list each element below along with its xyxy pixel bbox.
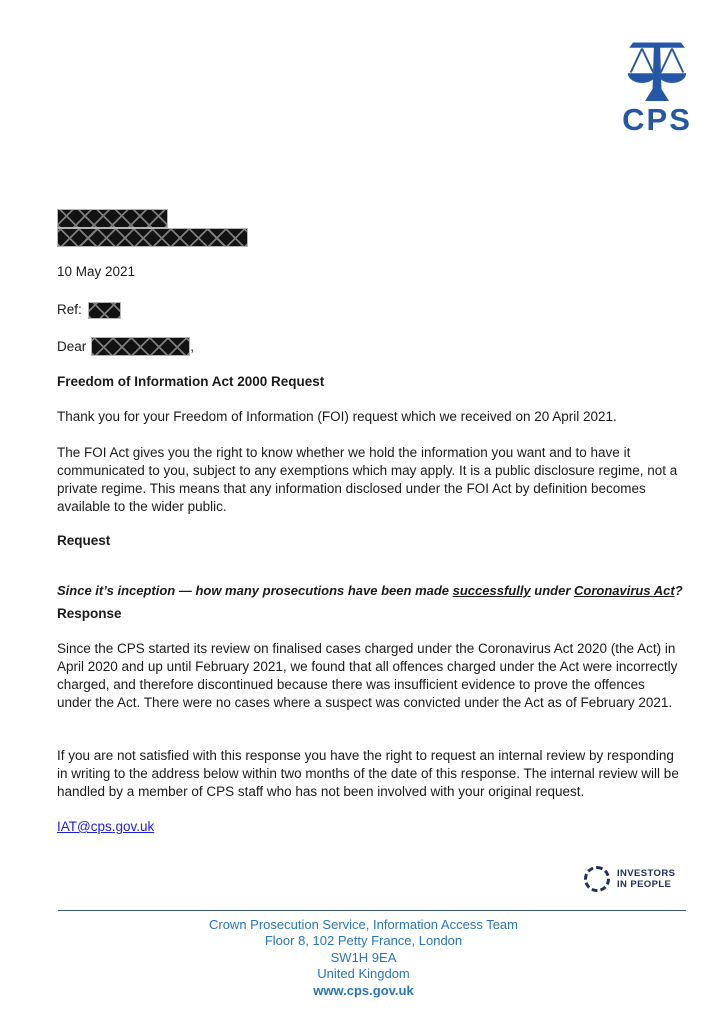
request-question [57,582,683,600]
question-text-3: ? [674,583,683,598]
laurel-wreath-icon [584,866,610,892]
investors-in-people-logo [584,866,675,892]
paragraph-response: Since the CPS started its review on finalised cases charged under the Coronavirus Act 2020 (the Act) in April 2020 and up until February 2021, we found that all offences charged under the Act were incorrectly charged, and therefore discontinued because there was insufficient evidence to prove the offences under the Act. There were no cases where a suspect was convicted under the Act as of February 2021. [57,641,678,710]
salutation-label: Dear [57,338,87,354]
footer-address-block [0,917,727,999]
question-underlined-coronavirus-act: Coronavirus Act [574,583,675,598]
footer-country-line: United Kingdom [317,966,410,982]
paragraph-internal-review: If you are not satisfied with this response you have the right to request an internal review by responding in writing to the address below within two months of the date of this response. The internal review will be handled by a member of CPS staff who has not been involved with your original request. [57,748,679,799]
request-heading: Request [57,533,111,548]
redacted-address-line-2 [57,228,248,247]
scales-of-justice-icon [619,38,695,104]
footer-org-line: Crown Prosecution Service, Information Access Team [208,917,518,932]
question-text-2: under [530,583,575,598]
salutation-row [57,337,194,356]
response-heading: Response [57,606,122,621]
investors-in-people-text [617,868,675,890]
paragraph-foi-explanation: The FOI Act gives you the right to know whether we hold the information you want and to have it communicated to you, subject to any exemptions which may apply. It is a public disclosure regime, not a private regime. This means that any information disclosed under the FOI Act by definition becomes available to the wider public. [57,445,678,514]
footer-website-link[interactable]: www.cps.gov.uk [313,982,414,998]
reference-label: Ref: [57,302,82,317]
reference-row [57,301,121,319]
footer-divider [58,910,686,911]
cps-wordmark: CPS [622,102,692,137]
subject-heading: Freedom of Information Act 2000 Request [57,374,325,389]
iip-line-1: INVESTORS [617,868,676,879]
question-underlined-successfully: successfully [452,583,531,598]
footer-postcode-line: SW1H 9EA [330,949,397,965]
letter-date: 10 May 2021 [57,264,136,279]
iip-line-2: IN PEOPLE [617,879,672,890]
redacted-reference-number [88,302,121,319]
iat-email-link[interactable]: IAT@cps.gov.uk [57,819,155,834]
question-text-1: Since it’s inception — how many prosecutions have been made [57,583,453,598]
redacted-recipient-name [91,337,190,356]
cps-logo [615,38,699,135]
redacted-address-line-1 [57,209,168,228]
salutation-comma: , [190,338,195,354]
footer-street-line: Floor 8, 102 Petty France, London [264,933,463,949]
paragraph-acknowledgement: Thank you for your Freedom of Information (FOI) request which we received on 20 April 2021. [57,409,617,424]
